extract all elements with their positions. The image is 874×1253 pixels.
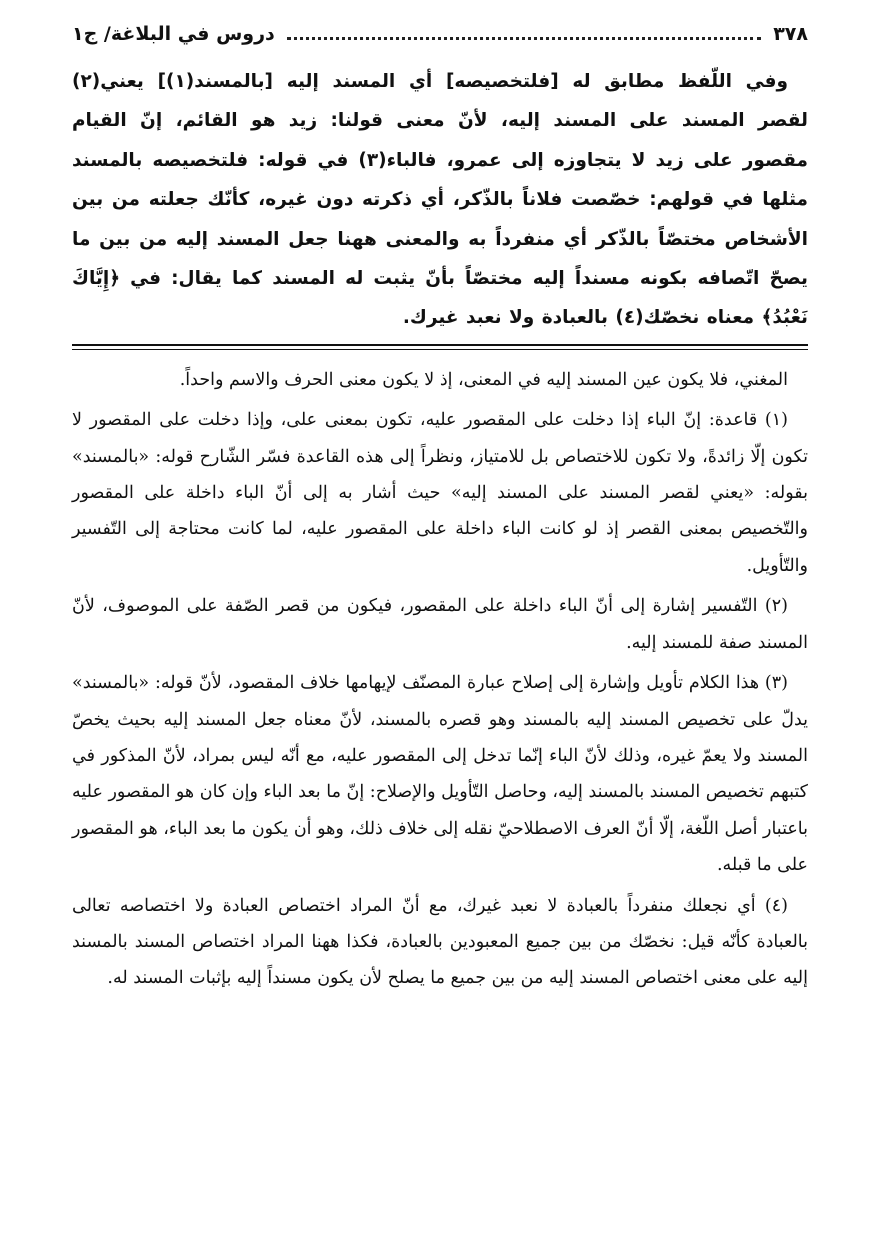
footnotes <box>72 362 808 997</box>
footnote-4: (٤) أي نجعلك منفرداً بالعبادة لا نعبد غيرك، مع أنّ المراد اختصاص العبادة ولا اختصاصه تعالى بالعبادة كأنّه قيل: نخصّك من بين جميع المعبودين بالعبادة، فكذا ههنا المراد اختصاص المسند بالمسند إليه على معنى اختصاص المسند إليه من بين جميع ما يصلح لأن يكون مسنداً إليه بإثبات المسند له. <box>72 895 808 989</box>
footnote-1: (١) قاعدة: إنّ الباء إذا دخلت على المقصور عليه، تكون بمعنى على، وإذا دخلت على المقصور لا تكون إلّا زائدةً، ولا تكون للاختصاص بل للامتياز، ونظراً إلى هذه القاعدة فسّر الشّارح قوله: «بالمسند» بقوله: «يعني لقصر المسند على المسند إليه» حيث أشار به إلى أنّ الباء داخلة على المقصور والتّخصيص بمعنى القصر إذ لو كانت الباء داخلة على المقصور عليه، لما كانت محتاجة إلى التّفسير والتّأويل. <box>72 410 808 576</box>
footnote-3: (٣) هذا الكلام تأويل وإشارة إلى إصلاح عبارة المصنّف لإيهامها خلاف المقصود، لأنّ قوله: «بالمسند» يدلّ على تخصيص المسند إليه بالمسند وهو قصره بالمسند، لأنّ معناه جعل المسند إليه بحيث يخصّ المسند ولا يعمّ غيره، وذلك لأنّ الباء إنّما تدخل إلى المقصور عليه، مع أنّه ليس بمراد، لأنّ المذكور في كتبهم تخصيص المسند بالمسند إليه، وحاصل التّأويل والإصلاح: إنّ ما بعد الباء وإن كان هو المقصور عليه باعتبار أصل اللّغة، إلّا أنّ العرف الاصطلاحيّ نقله إلى خلاف ذلك، وهو أن يكون ما بعد الباء، هو المقصور على ما قبله. <box>72 673 808 876</box>
header-dotted-leader <box>287 37 761 40</box>
running-header <box>72 14 808 54</box>
book-title: دروس في البلاغة/ ج١ <box>72 23 275 45</box>
footnote-continuation: المغني، فلا يكون عين المسند إليه في المعنى، إذ لا يكون معنى الحرف والاسم واحداً. <box>179 369 788 390</box>
footnote-2: (٢) التّفسير إشارة إلى أنّ الباء داخلة على المقصور، فيكون من قصر الصّفة على الموصوف، لأنّ المسند صفة للمسند إليه. <box>72 596 808 653</box>
page-number: ٣٧٨ <box>773 23 808 45</box>
book-page <box>72 14 808 1001</box>
main-text <box>72 62 808 338</box>
footnote-separator-rule <box>72 344 808 350</box>
main-paragraph: وفي اللّفظ مطابق له [فلتخصيصه] أي المسند إليه [بالمسند(١)] يعني(٢) لقصر المسند على المسند إليه، لأنّ معنى قولنا: زيد هو القائم، إنّ القيام مقصور على زيد لا يتجاوزه إلى عمرو، فالباء(٣) في قوله: فلتخصيصه بالمسند مثلها في قولهم: خصّصت فلاناً بالذّكر، أي ذكرته دون غيره، كأنّك جعلته من بين الأشخاص مختصّاً بالذّكر أي منفرداً به والمعنى ههنا جعل المسند إليه من بين ما يصحّ اتّصافه بكونه مسنداً إليه مختصّاً بأنّ يثبت له المسند كما يقال: في ﴿إِيَّاكَ نَعْبُدُ﴾ معناه نخصّك(٤) بالعبادة ولا نعبد غيرك. <box>72 71 808 329</box>
